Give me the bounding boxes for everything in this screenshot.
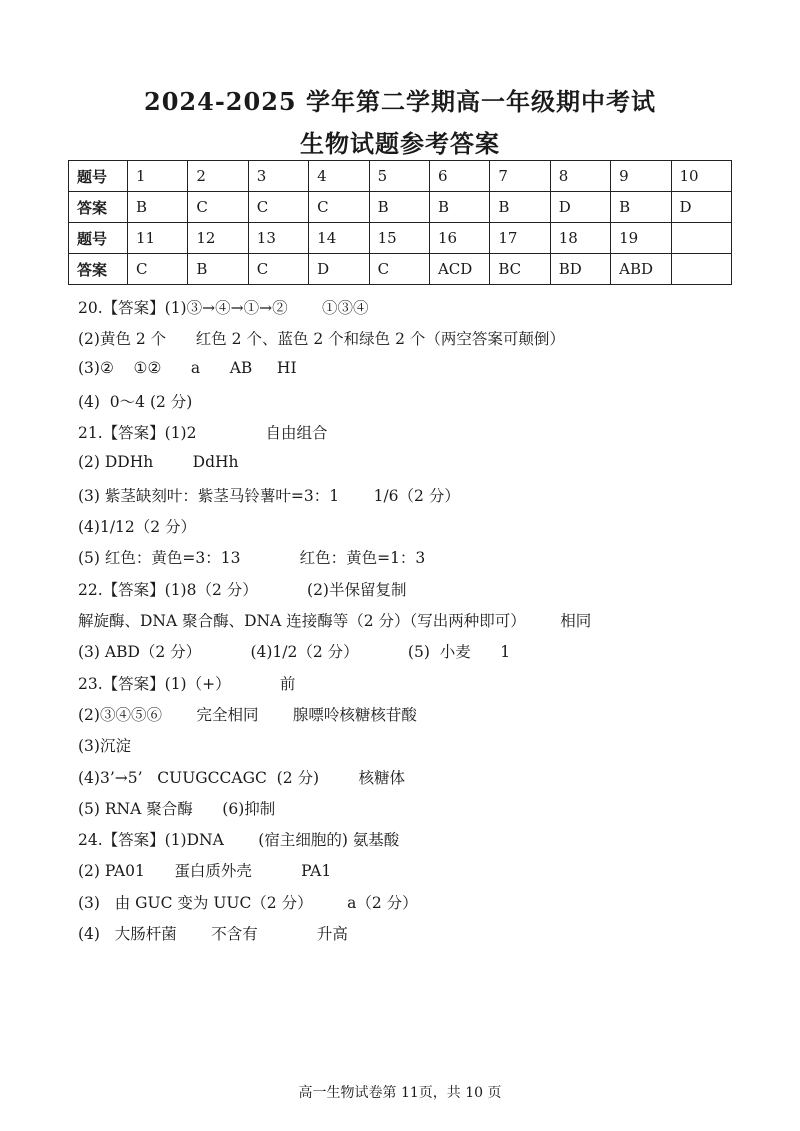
answer-line: (5) 红色：黄色=3：13 红色：黄色=1：3 [78, 549, 426, 568]
table-cell: 3 [248, 161, 308, 192]
row-header-cell: 题号 [69, 223, 128, 254]
table-row [69, 254, 732, 285]
table-cell: 7 [490, 161, 550, 192]
answer-line: (2) DDHh DdHh [78, 452, 239, 471]
row-header-cell: 题号 [69, 161, 128, 192]
table-cell: B [369, 192, 429, 223]
table-cell: D [550, 192, 610, 223]
table-cell: 15 [369, 223, 429, 254]
table-row [69, 192, 732, 223]
table-cell [671, 254, 731, 285]
table-cell: D [671, 192, 731, 223]
answer-line: 20.【答案】(1)③→④→①→② ①③④ [78, 299, 369, 317]
table-cell: C [128, 254, 188, 285]
answer-line: (4) 大肠杆菌 不含有 升高 [78, 925, 348, 943]
table-cell [671, 223, 731, 254]
table-cell: C [369, 254, 429, 285]
table-cell: 12 [188, 223, 248, 254]
table-cell: 17 [490, 223, 550, 254]
table-cell: 10 [671, 161, 731, 192]
answer-line: (3)② ①② a AB HI [78, 358, 297, 377]
table-cell: C [309, 192, 369, 223]
table-cell: ABD [611, 254, 671, 285]
answer-line: 22.【答案】(1)8（2 分） (2)半保留复制 [78, 580, 407, 599]
table-cell: B [611, 192, 671, 223]
answer-line: 24.【答案】(1)DNA (宿主细胞的) 氨基酸 [78, 831, 400, 850]
table-cell: 8 [550, 161, 610, 192]
answer-line: (4) 0～4 (2 分) [78, 392, 193, 411]
answer-line: 解旋酶、DNA 聚合酶、DNA 连接酶等（2 分）（写出两种即可） 相同 [78, 612, 592, 630]
table-cell: B [429, 192, 489, 223]
table-row [69, 223, 732, 254]
answer-table [68, 160, 732, 285]
answer-line: (2)黄色 2 个 红色 2 个、蓝色 2 个和绿色 2 个（两空答案可颠倒） [78, 330, 565, 349]
table-cell: 1 [128, 161, 188, 192]
table-cell: 18 [550, 223, 610, 254]
table-cell: ACD [429, 254, 489, 285]
table-cell: C [248, 192, 308, 223]
answer-line: (3) ABD（2 分） (4)1/2（2 分） (5) 小麦 1 [78, 643, 511, 662]
answer-line: (4)1/12（2 分） [78, 518, 197, 537]
table-cell: 4 [309, 161, 369, 192]
table-row [69, 161, 732, 192]
answer-line: (2) PA01 蛋白质外壳 PA1 [78, 862, 332, 881]
row-header-cell: 答案 [69, 254, 128, 285]
table-cell: 6 [429, 161, 489, 192]
table-cell: D [309, 254, 369, 285]
table-cell: 5 [369, 161, 429, 192]
answer-line: (2)③④⑤⑥ 完全相同 腺嘌呤核糖核苷酸 [78, 705, 417, 724]
table-cell: C [248, 254, 308, 285]
table-cell: BD [550, 254, 610, 285]
answer-line: (4)3’→5’ CUUGCCAGC (2 分) 核糖体 [78, 768, 405, 787]
table-cell: B [128, 192, 188, 223]
table-cell: 9 [611, 161, 671, 192]
table-cell: 2 [188, 161, 248, 192]
answer-line: (3) 紫茎缺刻叶：紫茎马铃薯叶=3：1 1/6（2 分） [78, 486, 460, 505]
answer-line: (3) 由 GUC 变为 UUC（2 分） a（2 分） [78, 893, 418, 912]
page-footer: 高一生物试卷第 11页，共 10 页 [298, 1085, 502, 1101]
table-cell: 14 [309, 223, 369, 254]
answer-line: 21.【答案】(1)2 自由组合 [78, 424, 328, 443]
table-cell: 19 [611, 223, 671, 254]
table-cell: BC [490, 254, 550, 285]
table-cell: B [490, 192, 550, 223]
answer-line: 23.【答案】(1)（+） 前 [78, 674, 296, 693]
table-cell: 11 [128, 223, 188, 254]
table-cell: C [188, 192, 248, 223]
answer-line: (3)沉淀 [78, 737, 131, 756]
row-header-cell: 答案 [69, 192, 128, 223]
table-cell: 13 [248, 223, 308, 254]
answer-line: (5) RNA 聚合酶 (6)抑制 [78, 799, 276, 818]
answer-key-title: 生物试题参考答案 [300, 129, 500, 158]
exam-title: 2024-2025 学年第二学期高一年级期中考试 [144, 87, 656, 116]
table-cell: B [188, 254, 248, 285]
table-cell: 16 [429, 223, 489, 254]
